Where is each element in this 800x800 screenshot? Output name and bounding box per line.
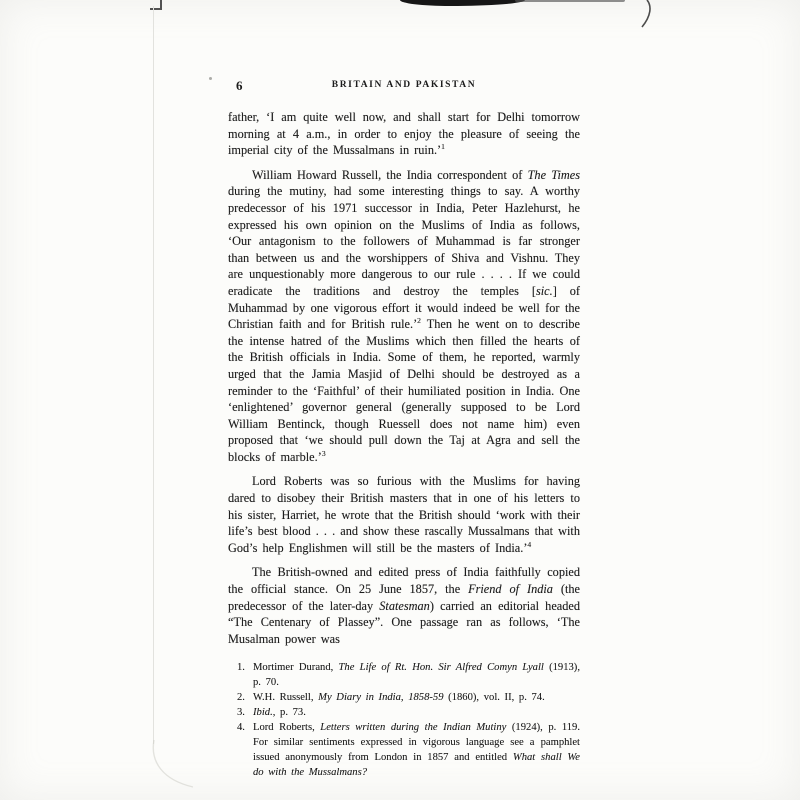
footnotes: [228, 660, 580, 780]
body-text: [228, 109, 580, 647]
footnote-reference: 4: [527, 539, 532, 549]
italic-text: The Life of Rt. Hon. Sir Alfred Comyn Lyall: [338, 662, 544, 674]
footnote: [228, 690, 580, 705]
text-run: W.H. Russell,: [253, 692, 319, 704]
paragraph: [228, 473, 580, 556]
running-title: BRITAIN AND PAKISTAN: [331, 80, 477, 90]
scan-smudge-top: [400, 0, 525, 6]
text-run: ) carried an editorial headed “The Centenary of Plassey”. One passage ran as follows, ‘The Musalman power was: [228, 598, 580, 646]
italic-text: Ibid.: [253, 707, 273, 719]
page-number: 6: [236, 78, 243, 93]
page-curl-mark: [634, 0, 664, 30]
text-run: Mortimer Durand,: [253, 662, 339, 674]
page-header: [228, 78, 580, 93]
paragraph: [228, 109, 580, 159]
text-run: Lord Roberts,: [253, 722, 321, 734]
text-run: William Howard Russell, the India correspondent of: [252, 167, 528, 182]
page-edge-line: [153, 6, 154, 744]
footnote-text: [253, 660, 580, 690]
footnote-text: [253, 720, 580, 780]
italic-text: My Diary in India, 1858-59: [318, 692, 444, 704]
footnote: [228, 720, 580, 780]
italic-text: Letters written during the Indian Mutiny: [320, 722, 507, 734]
text-run: (1924), p. 119. For similar sentiments expressed in vigorous language see a pamphlet issued anonymously from London in 1857 and entitled: [253, 722, 580, 764]
footnote-reference: 1: [441, 142, 445, 152]
text-run: (1860), vol. II, p. 74.: [443, 692, 545, 704]
italic-text: sic.: [535, 283, 553, 298]
text-run: ] of Muhammad by one vigorous effort it would indeed be well for the Christian faith and for British rule.’: [228, 283, 580, 332]
text-run: The British-owned and edited press of India faithfully copied the official stance. On 25 June 1857, the: [228, 565, 580, 597]
paragraph: [228, 564, 580, 647]
footnote-number: 2.: [237, 692, 245, 704]
text-run: (1913), p. 70.: [253, 662, 580, 689]
scan-speck-dot: [209, 77, 212, 80]
footnote-number: 1.: [237, 662, 245, 674]
page-content: [228, 78, 580, 780]
italic-text: Statesman: [379, 598, 430, 613]
footnote: [228, 660, 580, 690]
italic-text: Friend of India: [468, 582, 553, 597]
text-run: , p. 73.: [272, 707, 306, 719]
corner-registration-mark: [150, 0, 162, 10]
footnote-number: 3.: [237, 707, 245, 719]
text-run: Then he went on to describe the intense hatred of the Muslims which then filled the hearts of the British officials in India. Some of them, he reported, warmly urged that the Jamia Masjid of Delhi should be destroyed as a reminder to the ‘Faithful’ of their humiliated position in India. One ‘enlightened’ governor general (generally supposed to be Lord William Bentinck, though Ruessell does not name him) even proposed that ‘we should pull down the Taj at Agra and sell the blocks of marble.’: [228, 317, 580, 464]
footnote-text: [253, 690, 580, 705]
footnote: [228, 705, 580, 720]
text-run: (the predecessor of the later-day: [228, 582, 580, 613]
text-run: father, ‘I am quite well now, and shall start for Delhi tomorrow morning at 4 a.m., in order to enjoy the pleasure of seeing the imperial city of the Mussalmans in ruin.’: [228, 110, 580, 158]
footnote-number: 4.: [237, 722, 245, 734]
italic-text: The Times: [527, 167, 580, 182]
footnote-text: [253, 705, 580, 720]
text-run: Lord Roberts was so furious with the Muslims for having dared to disobey their British masters that in one of his letters to his sister, Harriet, he wrote that the British should ‘work with their life’s best blood . . . and show these rascally Mussalmans that with God’s help Englishmen will still be the masters of India.’: [228, 474, 580, 555]
text-run: during the mutiny, had some interesting things to say. A worthy predecessor of his 1971 successor in India, Peter Hazlehurst, he expressed his own opinion on the Muslims of India as follows, ‘Our antagonism to the followers of Muhammad is far stronger than between us and the worshippers of Shiva and Vishnu. They are unquestionably more dangerous to our rule . . . . If we could eradicate the traditions and destroy the temples [: [228, 184, 580, 298]
footnote-reference: 2: [417, 316, 421, 326]
footnote-reference: 3: [321, 448, 326, 458]
bottom-page-curve: [145, 740, 215, 800]
scan-smudge-top-thin: [515, 0, 625, 2]
paragraph: [228, 167, 580, 466]
italic-text: What shall We do with the Mussalmans?: [253, 752, 580, 779]
